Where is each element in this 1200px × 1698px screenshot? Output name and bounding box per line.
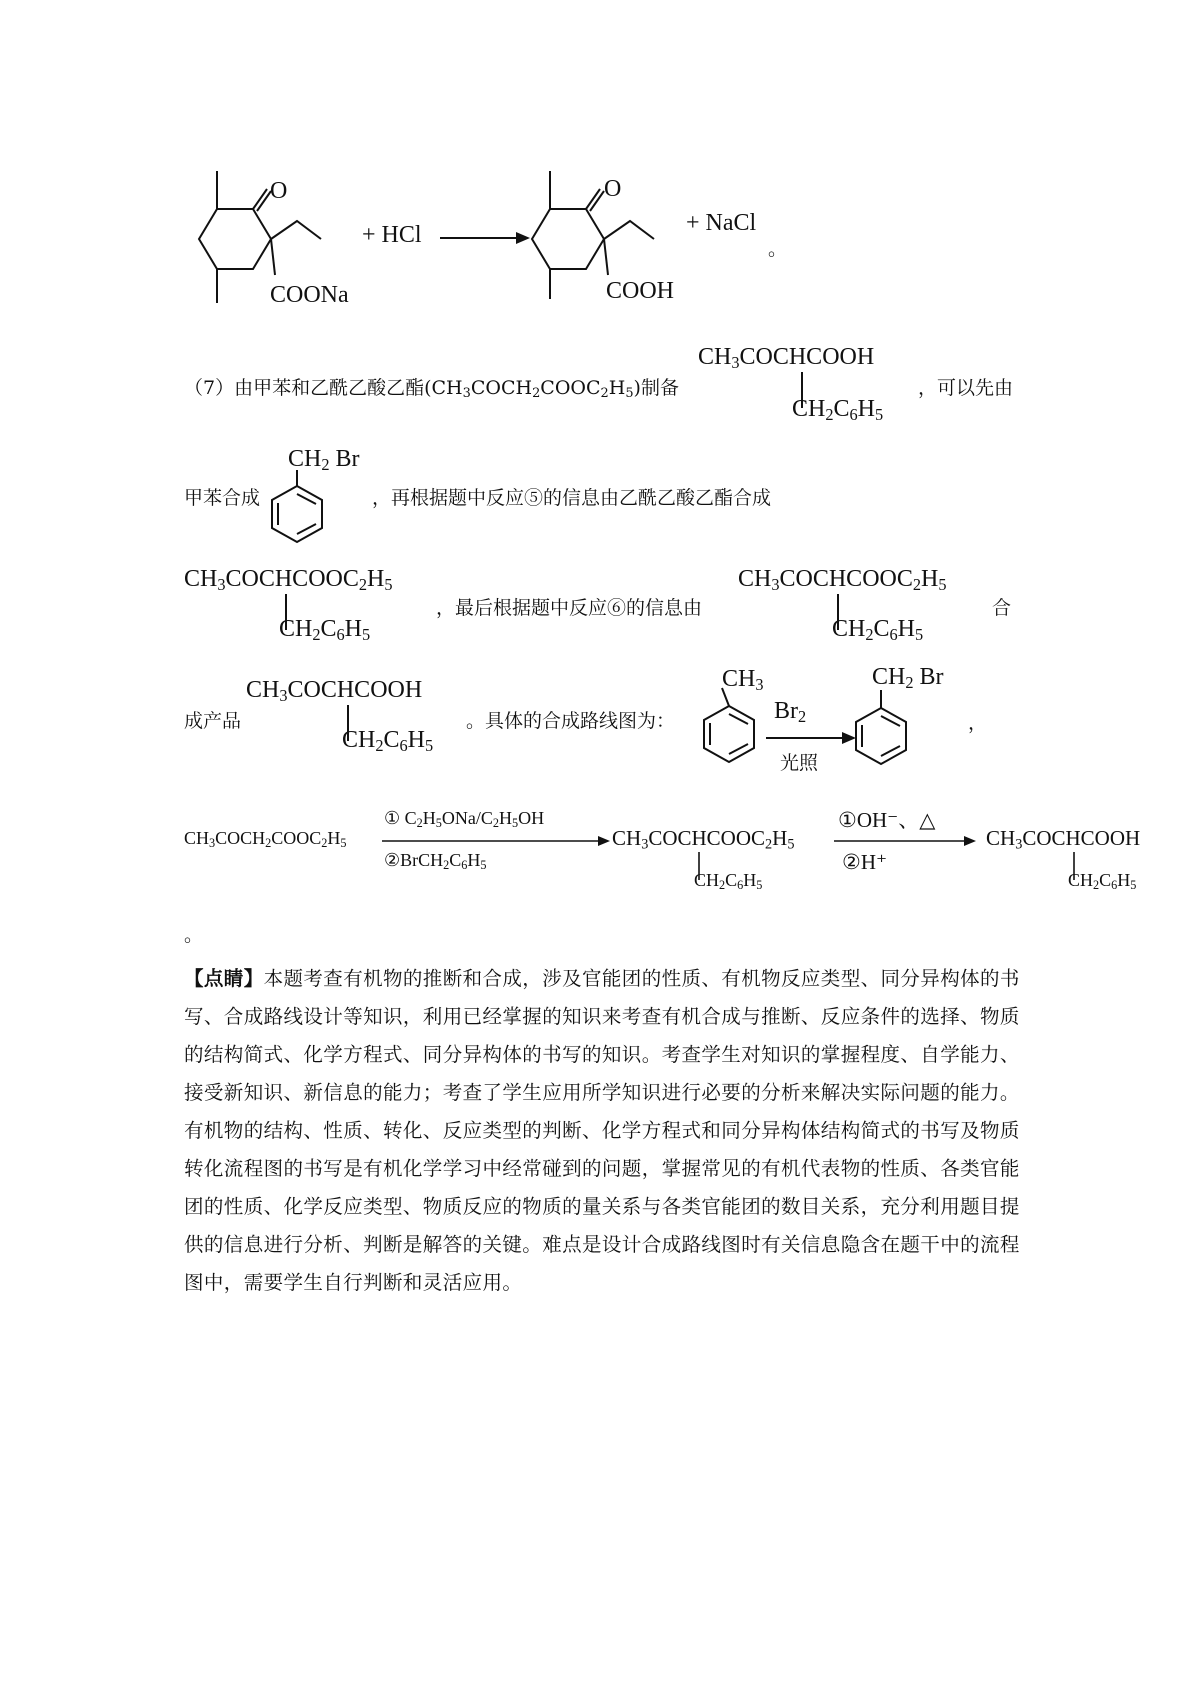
route-arrow-1 [382,834,610,848]
q7-line2-suffix: ，再根据题中反应⑤的信息由乙酰乙酸乙酯合成 [372,487,772,509]
q7-line4-tail: ， [968,712,988,734]
route-step1-top: ① $C_2H_5ONa/C_2H_5OH$ [384,808,545,831]
route-intermediate-sub: $CH_2C_6H_5$ [694,870,763,893]
target-main-1: $CH_3COCHCOOH$ [698,344,875,373]
route-intermediate: $CH_3COCHCOOC_2H_5$ [612,826,795,853]
ester-sub-1: $CH_2C_6H_5$ [279,616,371,645]
toluene-ring [694,688,764,772]
end-mark-1: 。 [768,238,788,260]
toluene-label: $CH_3$ [722,666,764,695]
reactant-carbonyl-o: O [270,178,288,204]
ester-main-1: $CH_3COCHCOOC_2H_5$ [184,566,393,595]
ester-main-2: $CH_3COCHCOOC_2H_5$ [738,566,947,595]
reagent-hcl: + HCl [362,222,422,248]
route-product-sub: $CH_2C_6H_5$ [1068,870,1137,893]
route-step1-bottom: $②BrCH_2C_6H_5$ [384,850,487,873]
q7-line4-mid: 。具体的合成路线图为： [466,710,676,732]
q7-line3-tail: 合 [992,597,1012,619]
route-arrow-2 [834,834,976,848]
byproduct-nacl: + NaCl [686,210,757,236]
product-carbonyl-o: O [604,176,622,202]
route-start: $CH_3COCH_2COOC_2H_5$ [184,828,347,851]
product-sub-2: $CH_2C_6H_5$ [342,727,434,756]
q7-line3-mid: ，最后根据题中反应⑥的信息由 [436,597,703,619]
q7-line1: （7）由甲苯和乙酰乙酸乙酯$(CH_3COCH_2COOC_2H_5)$制备 [184,377,679,402]
route-product: $CH_3COCHCOOH$ [986,826,1141,853]
dianjing-text: 本题考查有机物的推断和合成，涉及官能团的性质、有机物反应类型、同分异构体的书写、合成路线设计等知识，利用已经掌握的知识来考查有机合成与推断、反应条件的选择、物质的结构简式、化学方程式、同分异构体的书写的知识。考查学生对知识的掌握程度、自学能力、接受新知识、新信息的能力；考查了学生应用所学知识进行必要的分析来解决实际问题的能力。有机物的结构、性质、转化、反应类型的判断、化学方程式和同分异构体结构简式的书写及物质转化流程图的书写是有机化学学习中经常碰到的问题，掌握常见的有机代表物的性质、各类官能团的性质、化学反应类型、物质反应的物质的量关系与各类官能团的数目关系，充分利用题目提供的信息进行分析、判断是解答的关键。难点是设计合成路线图时有关信息隐含在题干中的流程图中，需要学生自行判断和灵活应用。 [184,967,1020,1294]
benzyl-bromide-label-1: $CH_2$ Br [288,446,360,475]
product-main-2: $CH_3COCHCOOH$ [246,677,423,706]
end-mark-2: 。 [184,924,204,946]
q7-line4-prefix: 成产品 [184,710,242,732]
target-sub-1: $CH_2C_6H_5$ [792,396,884,425]
dianjing-label: 【点睛】 [184,967,264,990]
dianjing-paragraph [184,960,1030,1302]
benzene-ring-2 [846,690,916,774]
benzene-ring-1 [262,470,332,550]
condition-light: 光照 [780,752,819,774]
q7-line1-tail: ，可以先由 [918,377,1014,399]
product-substituent: COOH [606,278,675,304]
reagent-br2: $Br_2$ [774,698,807,727]
benzyl-bromide-label-2: $CH_2$ Br [872,664,944,693]
reactant-substituent: COONa [270,282,349,308]
ester-sub-2: $CH_2C_6H_5$ [832,616,924,645]
bromination-arrow [766,730,856,746]
q7-line2-prefix: 甲苯合成 [184,487,261,509]
route-step2-top: ①OH⁻、△ [838,808,936,832]
route-step2-bottom: ②H⁺ [842,850,888,874]
